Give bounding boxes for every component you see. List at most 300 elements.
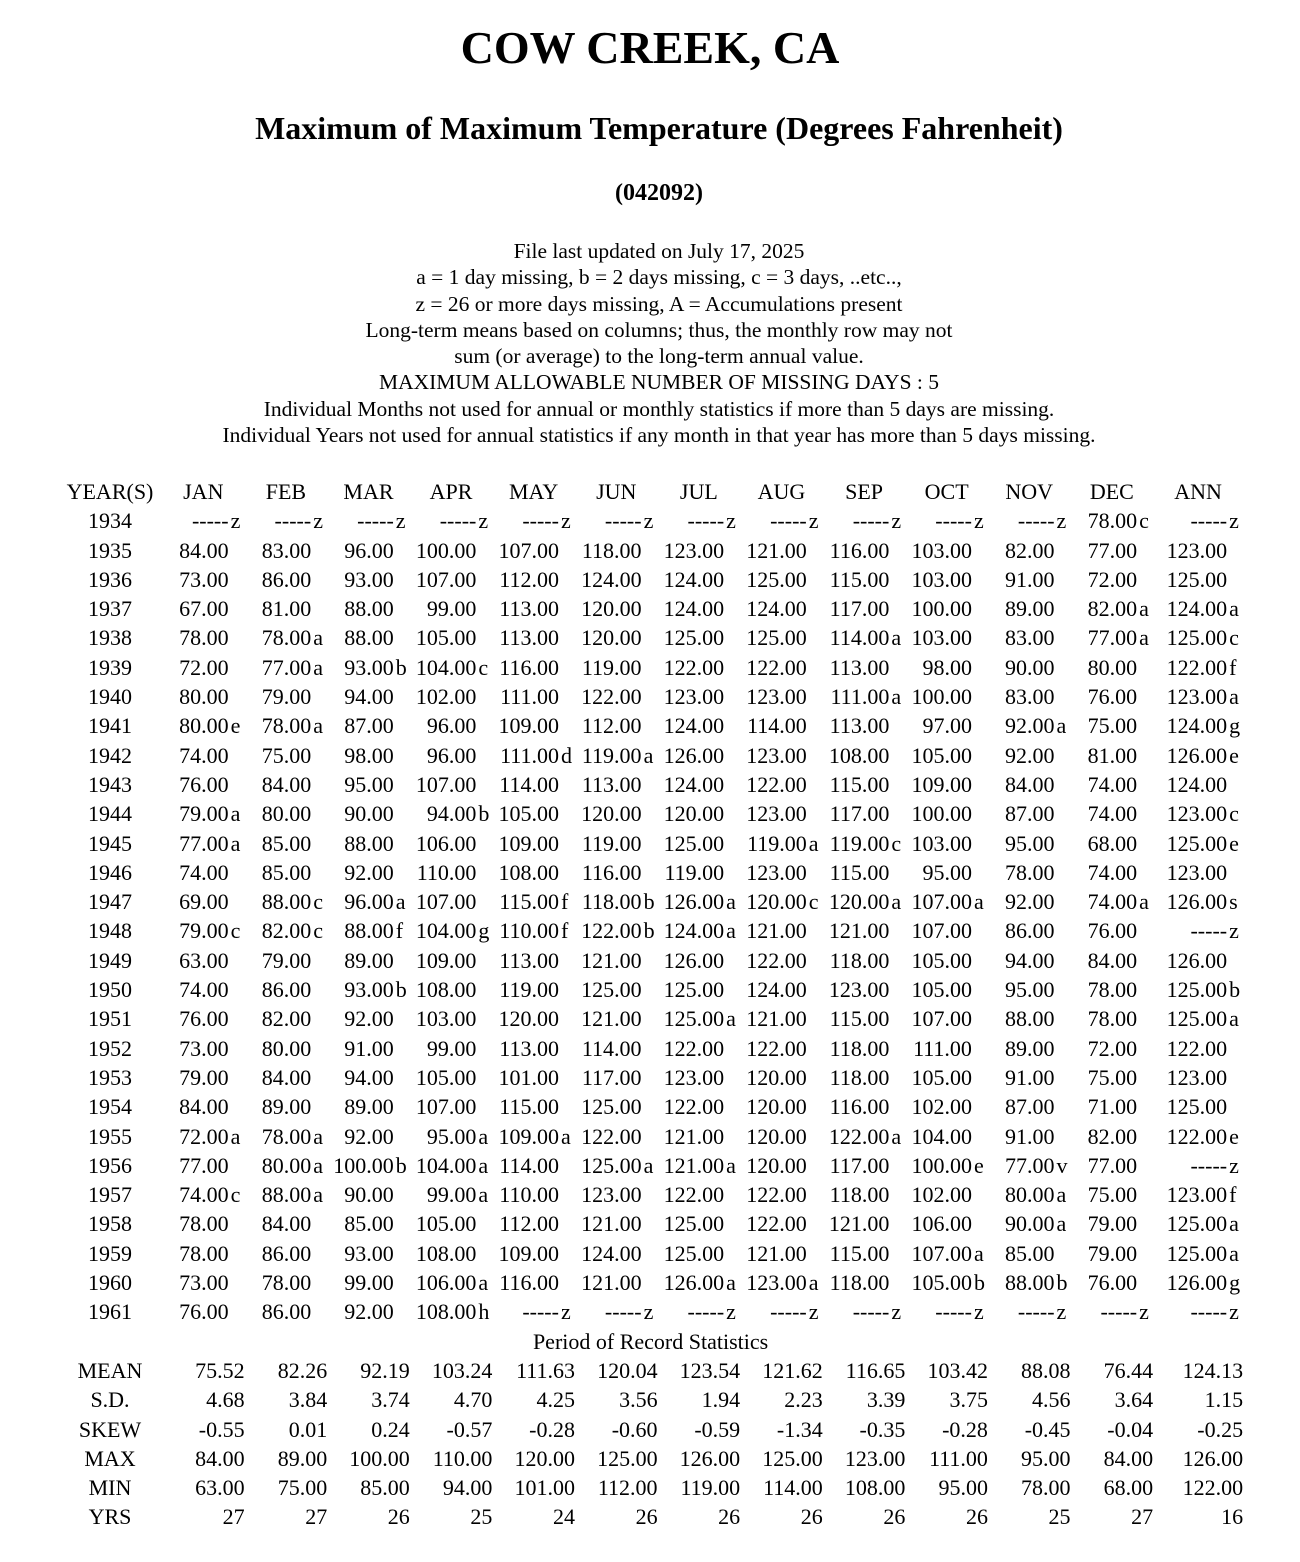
value-number: 115.00: [499, 889, 559, 915]
value-cell: [1071, 1092, 1154, 1121]
table-row: [58, 1034, 1243, 1063]
value-number: 84.00: [1005, 771, 1055, 797]
value-cell: [162, 565, 245, 594]
value-number: -----: [935, 508, 972, 534]
stat-value: -1.34: [776, 1416, 823, 1442]
value-number: 123.00: [746, 859, 807, 885]
value-cell: [658, 1092, 741, 1121]
value-number: 77.00: [1087, 537, 1138, 563]
value-cell: [492, 506, 575, 535]
missing-days-flag: a: [808, 830, 819, 856]
value-cell: [740, 1209, 823, 1238]
value-cell: [988, 1239, 1071, 1268]
value-cell: [658, 682, 741, 711]
stat-value: 111.63: [516, 1357, 575, 1383]
stat-value: 120.00: [514, 1445, 575, 1471]
value-cell: [245, 829, 328, 858]
value-number: -----: [1190, 508, 1228, 534]
value-cell: [740, 1092, 823, 1121]
stat-value: -0.28: [529, 1416, 575, 1442]
missing-days-flag: f: [560, 918, 569, 944]
value-number: 94.00: [426, 801, 477, 827]
value-cell: [162, 916, 245, 945]
value-cell: [658, 594, 741, 623]
value-cell: [575, 623, 658, 652]
stat-value: -0.35: [859, 1416, 906, 1442]
missing-days-flag: b: [395, 654, 407, 680]
missing-days-flag: a: [230, 801, 241, 827]
value-number: 114.00: [829, 625, 890, 651]
missing-days-flag: z: [643, 508, 654, 534]
value-cell: [658, 858, 741, 887]
value-number: 79.00: [179, 801, 229, 827]
value-number: 94.00: [1005, 947, 1055, 973]
value-number: 76.00: [179, 771, 229, 797]
value-cell: [162, 858, 245, 887]
value-number: 86.00: [261, 1299, 312, 1325]
missing-days-flag: a: [313, 1123, 323, 1149]
value-number: 126.00: [663, 889, 725, 915]
stat-label: MAX: [84, 1445, 136, 1471]
stat-value: 123.00: [844, 1445, 906, 1471]
value-cell: [492, 741, 575, 770]
value-number: 106.00: [415, 830, 477, 856]
value-cell: [162, 799, 245, 828]
value-number: 77.00: [1087, 1152, 1138, 1178]
value-cell: [988, 946, 1071, 975]
value-number: 91.00: [1005, 566, 1055, 592]
value-number: -----: [852, 1299, 890, 1325]
value-number: 105.00: [415, 1211, 477, 1237]
value-cell: [410, 1004, 493, 1033]
value-cell: [327, 1180, 410, 1209]
value-cell: [1071, 711, 1154, 740]
stat-value: -0.45: [1024, 1416, 1071, 1442]
value-number: 85.00: [261, 830, 312, 856]
stat-label: YRS: [88, 1504, 132, 1530]
value-number: 78.00: [261, 713, 312, 739]
value-number: 122.00: [828, 1123, 890, 1149]
value-cell: [245, 1122, 328, 1151]
value-cell: [1071, 536, 1154, 565]
value-cell: [327, 1239, 410, 1268]
year-cell: 1946: [88, 859, 132, 885]
value-cell: [410, 623, 493, 652]
missing-days-flag: c: [1139, 508, 1149, 534]
value-number: -----: [1190, 1152, 1228, 1178]
value-cell: [988, 506, 1071, 535]
value-number: 121.00: [746, 537, 807, 563]
stat-value: 94.00: [442, 1475, 493, 1501]
column-header-may: MAY: [509, 479, 559, 504]
value-cell: [327, 506, 410, 535]
stat-value: 82.26: [277, 1357, 328, 1383]
value-cell: [658, 1004, 741, 1033]
value-number: 74.00: [1087, 889, 1138, 915]
value-cell: [492, 1209, 575, 1238]
value-cell: [492, 1268, 575, 1297]
value-number: 112.00: [499, 1211, 559, 1237]
value-number: 105.00: [415, 1064, 477, 1090]
year-cell: 1956: [88, 1152, 132, 1178]
value-cell: [1153, 594, 1243, 623]
value-number: 89.00: [1005, 1035, 1055, 1061]
missing-days-flag: c: [1229, 801, 1239, 827]
value-number: 122.00: [746, 947, 807, 973]
value-cell: [1153, 536, 1243, 565]
value-cell: [575, 1297, 658, 1326]
value-cell: [1153, 565, 1243, 594]
stat-label: SKEW: [78, 1416, 142, 1442]
table-row: [58, 1239, 1243, 1268]
value-number: 107.00: [911, 1240, 972, 1266]
year-cell: 1957: [88, 1182, 132, 1208]
value-cell: [988, 1092, 1071, 1121]
stat-value: 16: [1221, 1504, 1244, 1530]
table-row: [58, 623, 1243, 652]
value-number: 113.00: [499, 596, 559, 622]
value-cell: [1153, 829, 1243, 858]
value-cell: [1071, 1297, 1154, 1326]
value-number: 69.00: [179, 889, 229, 915]
value-number: 124.00: [663, 566, 725, 592]
value-cell: [1071, 1239, 1154, 1268]
value-cell: [327, 1034, 410, 1063]
missing-days-flag: a: [313, 654, 323, 680]
value-cell: [740, 1239, 823, 1268]
value-number: 77.00: [261, 654, 312, 680]
value-cell: [988, 770, 1071, 799]
value-cell: [245, 565, 328, 594]
value-cell: [245, 1239, 328, 1268]
value-number: 104.00: [415, 654, 477, 680]
stat-value: 26: [718, 1504, 741, 1530]
value-cell: [575, 506, 658, 535]
value-number: 116.00: [829, 537, 890, 563]
missing-days-flag: c: [808, 889, 819, 915]
value-cell: [1153, 1239, 1243, 1268]
value-number: 95.00: [1005, 830, 1055, 856]
value-cell: [905, 653, 988, 682]
value-number: 116.00: [829, 1094, 890, 1120]
value-cell: [740, 594, 823, 623]
table-row: [58, 1268, 1243, 1297]
value-number: 122.00: [663, 1094, 725, 1120]
value-cell: [162, 946, 245, 975]
stat-value: 121.62: [762, 1357, 823, 1383]
value-cell: [575, 1209, 658, 1238]
missing-days-flag: a: [973, 889, 984, 915]
value-number: 104.00: [911, 1123, 972, 1149]
stat-value: 27: [222, 1504, 245, 1530]
value-number: 79.00: [261, 947, 312, 973]
stat-value: 101.00: [514, 1475, 575, 1501]
value-number: 92.00: [344, 1299, 394, 1325]
value-cell: [823, 623, 906, 652]
value-number: 74.00: [179, 742, 229, 768]
value-number: 72.00: [1087, 566, 1138, 592]
missing-days-flag: a: [643, 742, 654, 768]
value-number: 124.00: [1166, 713, 1228, 739]
value-cell: [988, 1151, 1071, 1180]
stat-value: 26: [800, 1504, 823, 1530]
value-cell: [1153, 1034, 1243, 1063]
stat-value: 100.00: [349, 1445, 410, 1471]
value-number: 105.00: [911, 742, 972, 768]
value-number: 118.00: [829, 1270, 890, 1296]
missing-days-flag: a: [891, 625, 902, 651]
missing-days-flag: a: [1056, 1182, 1067, 1208]
table-row: [58, 565, 1243, 594]
year-cell: 1937: [88, 596, 132, 622]
value-number: 122.00: [663, 1035, 725, 1061]
value-cell: [410, 946, 493, 975]
value-number: 91.00: [1005, 1064, 1055, 1090]
value-number: 109.00: [911, 771, 972, 797]
stat-value: 2.23: [784, 1387, 823, 1413]
value-cell: [162, 1034, 245, 1063]
value-number: 105.00: [911, 977, 972, 1003]
value-cell: [162, 1239, 245, 1268]
stat-value: 88.08: [1021, 1357, 1071, 1383]
value-cell: [575, 770, 658, 799]
value-number: -----: [1190, 918, 1228, 944]
value-cell: [740, 799, 823, 828]
year-cell: 1942: [88, 742, 132, 768]
value-cell: [245, 1180, 328, 1209]
value-number: 100.00: [333, 1152, 394, 1178]
missing-days-flag: b: [1229, 977, 1241, 1003]
value-number: -----: [191, 508, 229, 534]
value-cell: [1153, 1122, 1243, 1151]
stat-value: 27: [305, 1504, 328, 1530]
value-number: 80.00: [261, 801, 312, 827]
value-cell: [1071, 916, 1154, 945]
missing-days-flag: e: [973, 1152, 984, 1178]
value-cell: [823, 682, 906, 711]
value-number: 117.00: [581, 1064, 642, 1090]
value-cell: [823, 858, 906, 887]
value-cell: [245, 770, 328, 799]
value-cell: [1071, 1122, 1154, 1151]
value-cell: [740, 1004, 823, 1033]
column-header-jan: JAN: [183, 479, 224, 504]
value-number: 73.00: [179, 1270, 229, 1296]
value-cell: [658, 1239, 741, 1268]
value-number: 103.00: [911, 537, 972, 563]
stat-value: 95.00: [1021, 1445, 1071, 1471]
value-cell: [823, 1004, 906, 1033]
value-number: 77.00: [1087, 625, 1138, 651]
value-cell: [988, 536, 1071, 565]
stat-value: 78.00: [1021, 1475, 1071, 1501]
value-cell: [658, 1122, 741, 1151]
value-number: 119.00: [499, 977, 559, 1003]
value-cell: [162, 829, 245, 858]
value-cell: [658, 799, 741, 828]
value-cell: [492, 1151, 575, 1180]
value-cell: [1071, 887, 1154, 916]
value-number: 79.00: [1087, 1211, 1138, 1237]
stats-row-mean: [58, 1356, 1243, 1385]
stat-value: 112.00: [597, 1475, 658, 1501]
missing-days-flag: a: [808, 1270, 819, 1296]
value-number: 122.00: [746, 1211, 807, 1237]
stats-row-min: [58, 1473, 1243, 1502]
value-number: 105.00: [911, 1064, 972, 1090]
value-cell: [1071, 1063, 1154, 1092]
value-cell: [740, 1034, 823, 1063]
value-cell: [988, 1004, 1071, 1033]
value-number: 122.00: [581, 918, 642, 944]
value-cell: [905, 1122, 988, 1151]
value-cell: [1153, 1297, 1243, 1326]
column-header-feb: FEB: [265, 479, 307, 504]
value-cell: [823, 946, 906, 975]
value-cell: [988, 711, 1071, 740]
missing-days-flag: a: [726, 1152, 736, 1178]
value-cell: [575, 916, 658, 945]
value-number: 74.00: [1087, 801, 1138, 827]
value-cell: [905, 1092, 988, 1121]
column-header-dec: DEC: [1089, 479, 1134, 504]
table-row: [58, 1151, 1243, 1180]
value-cell: [1153, 623, 1243, 652]
value-number: 82.00: [1087, 596, 1138, 622]
value-number: 115.00: [829, 1240, 890, 1266]
value-cell: [740, 946, 823, 975]
value-number: 82.00: [261, 1006, 312, 1032]
value-cell: [410, 1034, 493, 1063]
value-cell: [1153, 975, 1243, 1004]
stat-value: 26: [635, 1504, 658, 1530]
value-number: 63.00: [179, 947, 229, 973]
value-cell: [823, 829, 906, 858]
value-number: 121.00: [581, 1006, 642, 1032]
value-number: 121.00: [581, 1211, 642, 1237]
value-cell: [988, 653, 1071, 682]
year-cell: 1934: [88, 508, 132, 534]
stats-row-max: [58, 1444, 1243, 1473]
value-cell: [327, 1092, 410, 1121]
value-cell: [492, 1063, 575, 1092]
missing-days-flag: a: [478, 1182, 489, 1208]
value-number: 78.00: [261, 625, 312, 651]
value-cell: [1071, 770, 1154, 799]
value-cell: [162, 1180, 245, 1209]
value-cell: [1071, 975, 1154, 1004]
missing-days-flag: z: [891, 508, 902, 534]
value-number: 116.00: [581, 859, 642, 885]
value-number: 121.00: [663, 1123, 725, 1149]
value-number: 125.00: [1166, 1240, 1228, 1266]
value-number: 103.00: [911, 625, 972, 651]
stat-value: 75.52: [195, 1357, 245, 1383]
stat-value: 119.00: [680, 1475, 741, 1501]
value-cell: [988, 829, 1071, 858]
value-number: 125.00: [1166, 566, 1228, 592]
missing-days-flag: z: [891, 1299, 902, 1325]
value-number: 105.00: [498, 801, 559, 827]
value-cell: [327, 1122, 410, 1151]
value-cell: [410, 1239, 493, 1268]
stat-value: -0.55: [198, 1416, 245, 1442]
value-cell: [575, 799, 658, 828]
value-number: 100.00: [911, 596, 972, 622]
value-number: 107.00: [415, 566, 477, 592]
table-row: [58, 1297, 1243, 1326]
value-number: -----: [687, 1299, 725, 1325]
stat-value: 103.42: [927, 1357, 988, 1383]
missing-days-flag: a: [726, 918, 736, 944]
column-header-mar: MAR: [343, 479, 394, 504]
value-number: 115.00: [829, 566, 890, 592]
value-number: 76.00: [179, 1299, 229, 1325]
stat-value: 108.00: [844, 1475, 906, 1501]
column-header-jul: JUL: [679, 479, 718, 504]
value-cell: [245, 858, 328, 887]
value-number: 119.00: [829, 830, 890, 856]
value-number: 105.00: [415, 625, 477, 651]
value-number: 113.00: [829, 654, 890, 680]
value-number: 103.00: [911, 566, 972, 592]
missing-days-flag: a: [1229, 1211, 1239, 1237]
value-number: 103.00: [415, 1006, 477, 1032]
value-number: 86.00: [261, 566, 312, 592]
value-cell: [162, 1151, 245, 1180]
value-number: 82.00: [1005, 537, 1055, 563]
value-cell: [492, 916, 575, 945]
value-number: 82.00: [261, 918, 312, 944]
value-number: 120.00: [581, 801, 642, 827]
value-cell: [740, 887, 823, 916]
missing-days-flag: f: [1229, 1182, 1237, 1208]
value-cell: [162, 1092, 245, 1121]
missing-days-flag: z: [395, 508, 406, 534]
value-cell: [905, 536, 988, 565]
stat-value: 85.00: [360, 1475, 410, 1501]
value-cell: [740, 858, 823, 887]
value-cell: [327, 770, 410, 799]
value-cell: [492, 1239, 575, 1268]
stat-value: -0.60: [611, 1416, 658, 1442]
value-number: -----: [1190, 1299, 1228, 1325]
value-number: 107.00: [911, 918, 972, 944]
value-cell: [492, 946, 575, 975]
missing-days-flag: z: [808, 1299, 819, 1325]
value-cell: [905, 1151, 988, 1180]
value-number: 122.00: [746, 771, 807, 797]
value-number: 88.00: [344, 625, 394, 651]
value-number: 121.00: [581, 947, 642, 973]
value-number: 123.00: [1166, 537, 1228, 563]
value-cell: [823, 975, 906, 1004]
value-number: 111.00: [913, 1035, 972, 1061]
value-cell: [905, 1034, 988, 1063]
value-number: 84.00: [261, 1211, 312, 1237]
temperature-table: [58, 477, 1243, 1532]
value-number: 74.00: [1087, 859, 1138, 885]
stat-value: 120.04: [597, 1357, 658, 1383]
means-note-1: Long-term means based on columns; thus, the monthly row may not: [365, 317, 953, 342]
stat-value: 4.56: [1032, 1387, 1071, 1413]
value-number: 122.00: [1166, 654, 1228, 680]
value-number: 126.00: [1166, 889, 1228, 915]
stat-label: S.D.: [90, 1387, 130, 1413]
value-cell: [823, 916, 906, 945]
value-number: 95.00: [344, 771, 394, 797]
value-cell: [823, 506, 906, 535]
